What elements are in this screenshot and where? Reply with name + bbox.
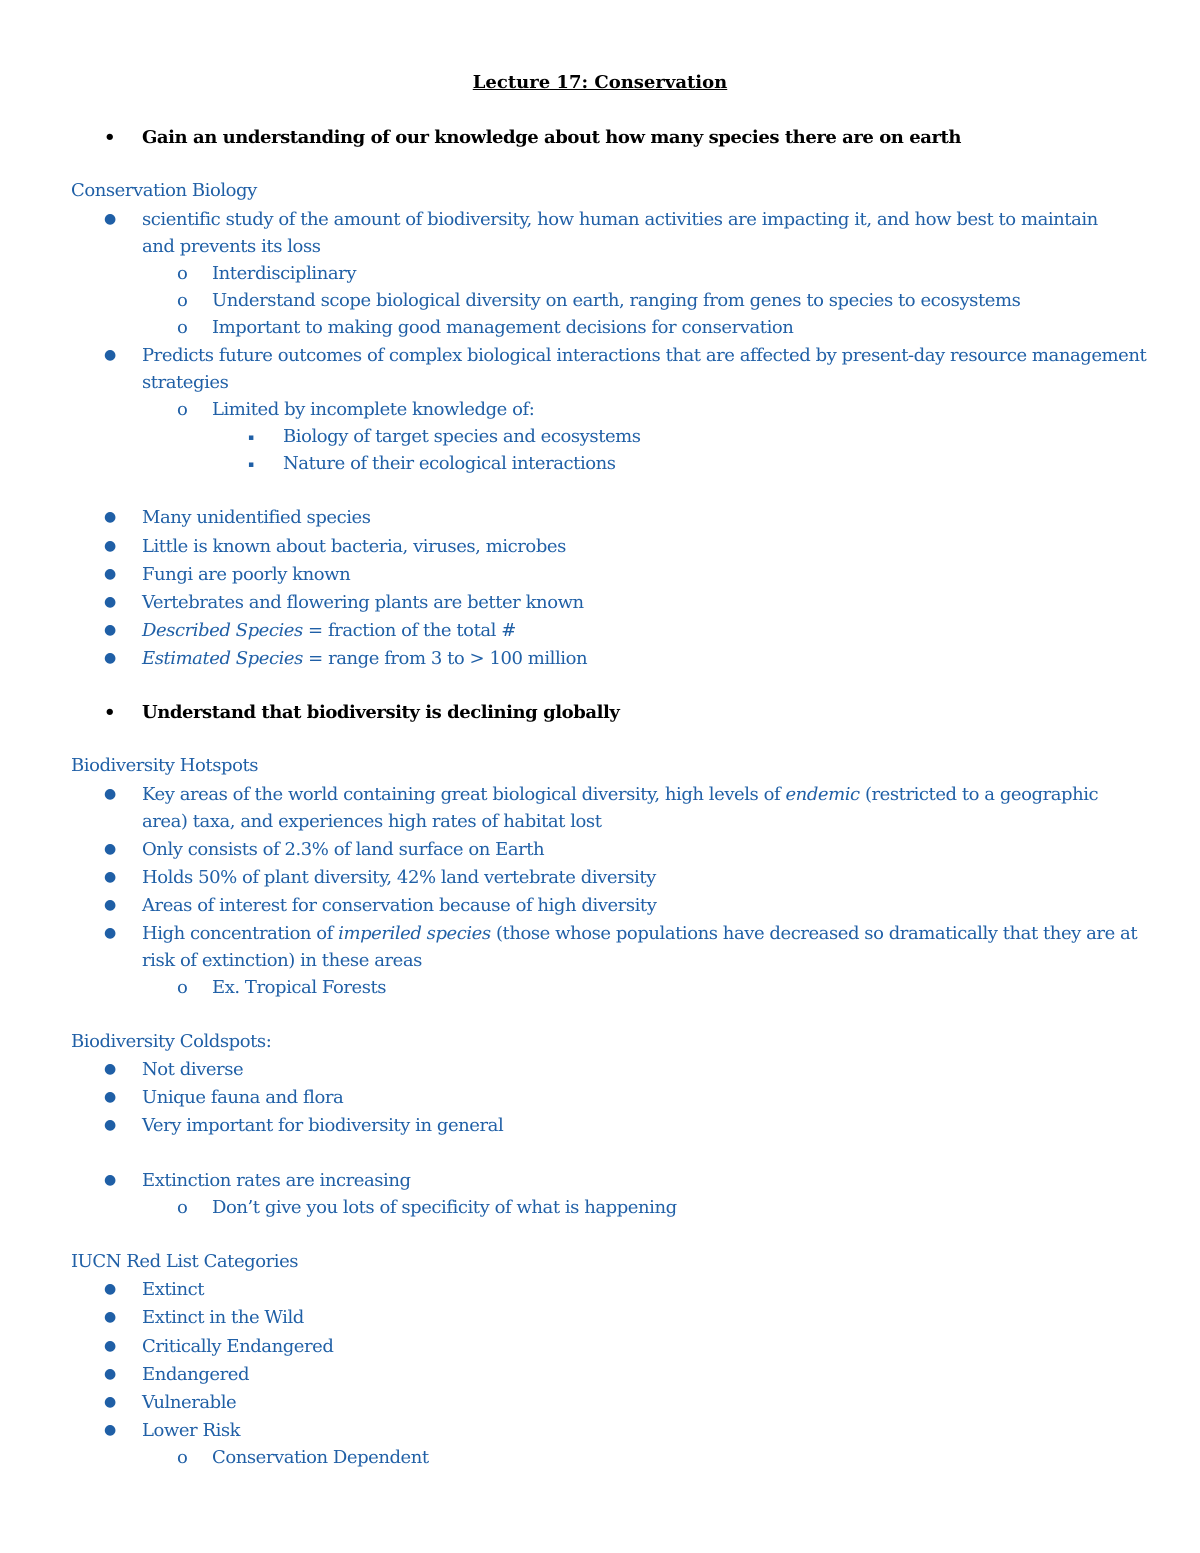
list-item-text: area) taxa, and experiences high rates of habitat lost xyxy=(142,811,602,832)
emphasis-term: endemic xyxy=(785,784,860,805)
list-item-text xyxy=(142,617,516,644)
list-item-text: Extinct in the Wild xyxy=(142,1307,304,1328)
list-item-text: Understand scope biological diversity on earth, ranging from genes to species to ecosystems xyxy=(212,290,1021,311)
square-bullet-marker: ▪ xyxy=(248,433,254,443)
bullet-marker: ● xyxy=(104,1394,116,1410)
list-item-text: Don’t give you lots of specificity of what is happening xyxy=(212,1197,677,1218)
list-item-text: risk of extinction) in these areas xyxy=(142,950,422,971)
list-item-text: Interdisciplinary xyxy=(212,263,357,284)
text-run: (restricted to a geographic xyxy=(859,784,1099,805)
list-item-text: Extinct xyxy=(142,1279,205,1300)
list-item-text: Limited by incomplete knowledge of: xyxy=(212,399,535,420)
bullet-marker: ● xyxy=(104,1117,116,1133)
sub-bullet-marker: o xyxy=(177,399,188,420)
list-item-text: Only consists of 2.3% of land surface on Earth xyxy=(142,839,545,860)
bullet-marker: ● xyxy=(104,1089,116,1105)
list-item-text: Biology of target species and ecosystems xyxy=(283,426,641,447)
list-item-text: Critically Endangered xyxy=(142,1336,334,1357)
section-heading: Biodiversity Coldspots: xyxy=(71,1031,272,1052)
list-item-text: Little is known about bacteria, viruses, microbes xyxy=(142,536,566,557)
list-item-text: Unique fauna and flora xyxy=(142,1087,344,1108)
bullet-marker: ● xyxy=(104,1172,116,1188)
text-run: High concentration of xyxy=(142,923,339,944)
square-bullet-marker: ▪ xyxy=(248,460,254,470)
text-run: (those whose populations have decreased so dramatically that they are at xyxy=(490,923,1138,944)
bullet-marker: ● xyxy=(104,622,116,638)
bullet-marker: ● xyxy=(104,1281,116,1297)
section-heading: Conservation Biology xyxy=(71,180,257,201)
sub-bullet-marker: o xyxy=(177,977,188,998)
bullet-marker: ● xyxy=(104,538,116,554)
list-item-text xyxy=(142,781,1098,808)
list-item-text: Extinction rates are increasing xyxy=(142,1170,411,1191)
list-item-text: Many unidentified species xyxy=(142,507,371,528)
sub-bullet-marker: o xyxy=(177,1197,188,1218)
sub-bullet-marker: o xyxy=(177,1447,188,1468)
bullet-marker: ● xyxy=(104,897,116,913)
list-item-text: and prevents its loss xyxy=(142,236,321,257)
list-item-text: Endangered xyxy=(142,1364,250,1385)
bullet-marker: ● xyxy=(104,786,116,802)
list-item-text xyxy=(142,645,587,672)
list-item-text: Vertebrates and flowering plants are better known xyxy=(142,592,584,613)
list-item-text: Areas of interest for conservation because of high diversity xyxy=(142,895,657,916)
bullet-marker: ● xyxy=(104,650,116,666)
list-item-text xyxy=(142,920,1137,947)
emphasis-term: imperiled species xyxy=(338,923,491,944)
list-item-text: Conservation Dependent xyxy=(212,1447,429,1468)
bullet-marker: ● xyxy=(104,869,116,885)
definition-text: = range from 3 to > 100 million xyxy=(302,648,588,669)
section-heading: IUCN Red List Categories xyxy=(71,1251,299,1272)
list-item-text: Very important for biodiversity in general xyxy=(142,1115,504,1136)
sub-sub-list-item xyxy=(0,450,616,481)
sub-bullet-marker: o xyxy=(177,290,188,311)
bullet-marker: ● xyxy=(104,1366,116,1382)
objective-text: Understand that biodiversity is declining globally xyxy=(142,702,620,723)
definition-text: = fraction of the total # xyxy=(302,620,516,641)
list-item-text: Nature of their ecological interactions xyxy=(283,453,616,474)
emphasis-term: Described Species xyxy=(142,620,303,641)
list-item-text: Fungi are poorly known xyxy=(142,564,351,585)
bullet-marker: ● xyxy=(104,841,116,857)
bullet-marker: ● xyxy=(104,1338,116,1354)
bullet-marker: • xyxy=(104,702,116,723)
list-item-text: Important to making good management decisions for conservation xyxy=(212,317,794,338)
bullet-marker: • xyxy=(104,127,116,148)
bullet-marker: ● xyxy=(104,594,116,610)
bullet-marker: ● xyxy=(104,1309,116,1325)
bullet-marker: ● xyxy=(104,347,116,363)
list-item-text: scientific study of the amount of biodiversity, how human activities are impacting it, and how best to maintain xyxy=(142,209,1098,230)
bullet-marker: ● xyxy=(104,925,116,941)
bullet-marker: ● xyxy=(104,1061,116,1077)
page-title: Lecture 17: Conservation xyxy=(472,72,728,93)
list-item-text: Predicts future outcomes of complex biological interactions that are affected by present-day resource management xyxy=(142,345,1147,366)
bullet-marker: ● xyxy=(104,566,116,582)
sub-bullet-marker: o xyxy=(177,317,188,338)
section-heading: Biodiversity Hotspots xyxy=(71,755,259,776)
sub-bullet-marker: o xyxy=(177,263,188,284)
objective-text: Gain an understanding of our knowledge about how many species there are on earth xyxy=(142,127,962,148)
emphasis-term: Estimated Species xyxy=(142,648,303,669)
bullet-marker: ● xyxy=(104,1422,116,1438)
list-item-text: Lower Risk xyxy=(142,1420,241,1441)
list-item-text: Not diverse xyxy=(142,1059,244,1080)
list-item-text: Holds 50% of plant diversity, 42% land vertebrate diversity xyxy=(142,867,656,888)
list-item-text: Ex. Tropical Forests xyxy=(212,977,387,998)
bullet-marker: ● xyxy=(104,509,116,525)
text-run: Key areas of the world containing great biological diversity, high levels of xyxy=(142,784,786,805)
list-item-text: Vulnerable xyxy=(142,1392,237,1413)
list-item-text: strategies xyxy=(142,372,229,393)
bullet-marker: ● xyxy=(104,211,116,227)
